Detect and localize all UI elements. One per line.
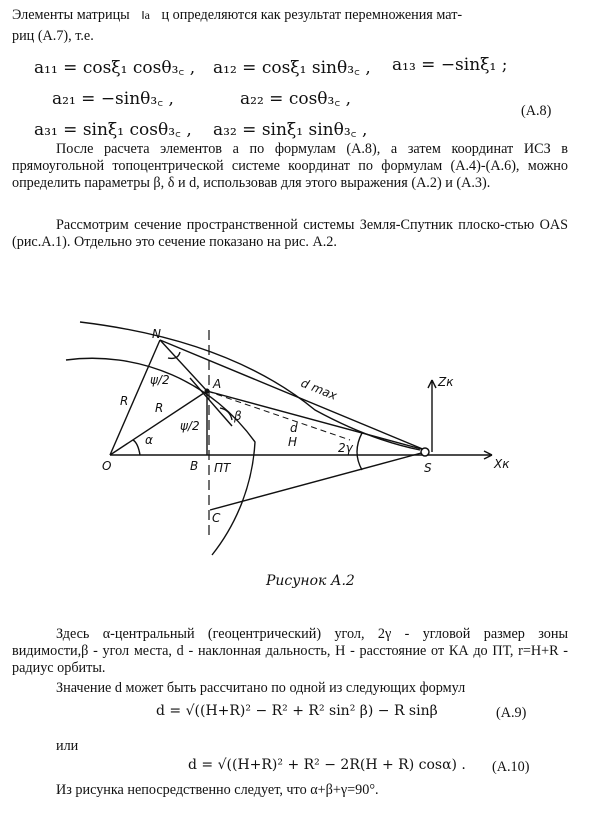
final-line: Из рисунка непосредственно следует, что α+β+γ=90°. (56, 782, 379, 798)
label-pt: ПТ (214, 461, 231, 475)
label-dmax: d max (298, 375, 339, 403)
label-h: H (288, 435, 298, 449)
orbit-arc (80, 322, 420, 450)
word-or: или (56, 738, 79, 754)
intro-text-a: Элементы матрицы (12, 7, 130, 23)
label-xk: Xк (494, 457, 510, 471)
paragraph-1: После расчета элементов a по формулам (А.8), а затем координат ИСЗ в прямоугольной топоцентрической системе координат по формулам (А.4)-(А.6), можно определить параметры β, δ и d, использовав для этого выражения (А.2) и (А.3). (12, 141, 568, 191)
label-2gamma: 2γ (338, 441, 353, 455)
label-b: B (190, 459, 199, 473)
label-alpha: α (145, 433, 153, 447)
eq-tag-a10: (А.10) (492, 759, 530, 775)
figure-caption: Рисунок А.2 (266, 573, 355, 589)
eq-a21: a₂₁ = −sinθ₃꜀ , (52, 89, 174, 109)
label-n: N (152, 327, 161, 341)
eq-a11: a₁₁ = cosξ₁ cosθ₃꜀ , (34, 58, 196, 78)
eq-a12: a₁₂ = cosξ₁ sinθ₃꜀ , (213, 58, 371, 78)
eq-a13: a₁₃ = −sinξ₁ ; (392, 55, 508, 75)
eq-a10: d = √((H+R)² + R² − 2R(H + R) cosα) . (188, 757, 466, 773)
line-sc (210, 452, 425, 510)
eq-tag-a9: (А.9) (496, 705, 527, 721)
paragraph-3: Здесь α-центральный (геоцентрический) угол, 2γ - угловой размер зоны видимости,β - угол места, d - наклонная дальность, H - расстояние от КА до ПТ, r=H+R - радиус орбиты. (12, 626, 568, 676)
label-o: O (102, 459, 112, 473)
label-d: d (290, 421, 298, 435)
label-c: C (212, 511, 221, 525)
paragraph-4: Значение d может быть рассчитано по одной из следующих формул (56, 680, 466, 696)
eq-a32: a₃₂ = sinξ₁ sinθ₃꜀ , (213, 120, 368, 140)
eq-tag-a8: (А.8) (521, 103, 552, 119)
matrix-symbol: ‖a (141, 8, 150, 22)
label-r2: R (155, 401, 164, 415)
eq-a9: d = √((H+R)² − R² + R² sin² β) − R sinβ (156, 703, 438, 719)
label-zk: Zк (438, 375, 454, 389)
label-a: A (213, 377, 222, 391)
label-r1: R (120, 394, 129, 408)
label-beta: β (234, 409, 242, 423)
label-psi2: ψ/2 (180, 419, 200, 433)
label-psi1: ψ/2 (150, 373, 170, 387)
eq-a22: a₂₂ = cosθ₃꜀ , (240, 89, 352, 109)
eq-a31: a₃₁ = sinξ₁ cosθ₃꜀ , (34, 120, 192, 140)
intro-line-2: риц (А.7), т.е. (12, 28, 94, 44)
label-s: S (424, 461, 432, 475)
intro-text-b: ц определяются как результат перемножения мат- (161, 7, 463, 23)
paragraph-2: Рассмотрим сечение пространственной системы Земля-Спутник плоско-стью OAS (рис.А.1). Отдельно это сечение показано на рис. А.2. (12, 217, 568, 250)
earth-arc (66, 358, 255, 555)
